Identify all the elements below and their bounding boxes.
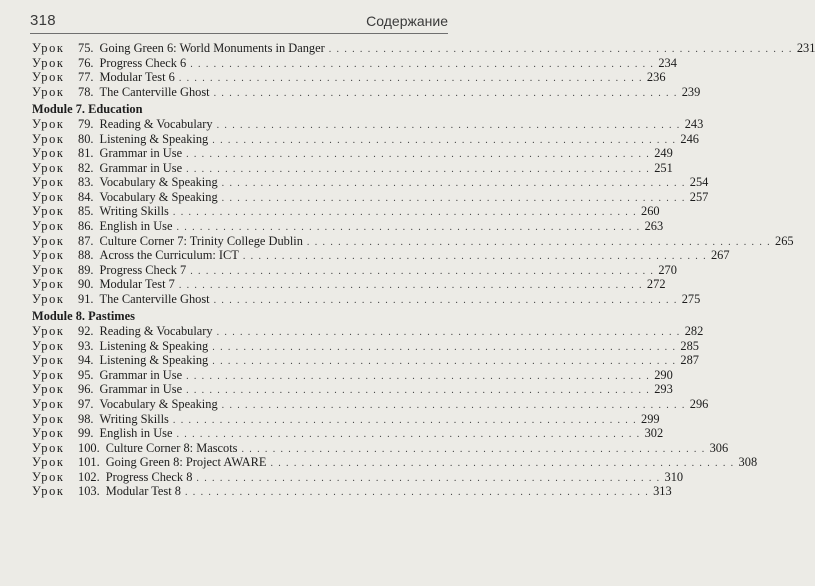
lesson-title: Culture Corner 8: Mascots [105, 440, 238, 455]
page-ref: 267 [710, 248, 730, 263]
lesson-number: 76. [78, 55, 94, 70]
lesson-number: 83. [78, 175, 94, 190]
page-ref: 265 [775, 233, 794, 248]
lesson-prefix: Урок [32, 324, 65, 339]
section-title: Содержание [366, 13, 448, 29]
dot-leader: . . . . . . . . . . . . . . . . . . . . . . . . . . . . . . . . . . . . . . . . . . . . . . . . . . . . . . . . . . . . [186, 163, 651, 175]
dot-leader: . . . . . . . . . . . . . . . . . . . . . . . . . . . . . . . . . . . . . . . . . . . . . . . . . . . . . . . . . . . . [216, 120, 681, 132]
dot-leader: . . . . . . . . . . . . . . . . . . . . . . . . . . . . . . . . . . . . . . . . . . . . . . . . . . . . . . . . . . . . [270, 458, 735, 470]
lesson-number: 75. [78, 41, 94, 55]
lesson-number: 91. [78, 291, 94, 306]
toc-entry [32, 338, 699, 354]
lesson-title: Reading & Vocabulary [99, 117, 213, 132]
toc-entry [32, 382, 673, 397]
lesson-prefix: Урок [32, 411, 65, 426]
page-ref: 249 [654, 146, 673, 161]
lesson-number: 101. [78, 455, 100, 470]
lesson-title: Progress Check 8 [105, 469, 193, 484]
dot-leader: . . . . . . . . . . . . . . . . . . . . . . . . . . . . . . . . . . . . . . . . . . . . . . . . . . . . . . . . . . . . [216, 327, 681, 339]
lesson-title: Progress Check 7 [99, 262, 187, 277]
toc-entry [32, 117, 704, 132]
toc-entry [32, 84, 701, 100]
lesson-title: Going Green 8: Project AWARE [105, 455, 267, 470]
toc-entry [32, 277, 666, 292]
lesson-number: 93. [78, 338, 94, 353]
lesson-prefix: Урок [32, 248, 65, 263]
lesson-prefix: Урок [32, 189, 65, 204]
page-number: 318 [30, 12, 56, 29]
dot-leader: . . . . . . . . . . . . . . . . . . . . . . . . . . . . . . . . . . . . . . . . . . . . . . . . . . . . . . . . . . . . [178, 280, 643, 292]
lesson-title: Listening & Speaking [99, 338, 209, 353]
lesson-number: 95. [78, 367, 94, 382]
lesson-number: 90. [78, 277, 94, 292]
lesson-number: 103. [78, 484, 100, 499]
dot-leader: . . . . . . . . . . . . . . . . . . . . . . . . . . . . . . . . . . . . . . . . . . . . . . . . . . . . . . . . . . . . [213, 87, 678, 99]
dot-leader: . . . . . . . . . . . . . . . . . . . . . . . . . . . . . . . . . . . . . . . . . . . . . . . . . . . . . . . . . . . . [186, 370, 651, 382]
lesson-prefix: Урок [32, 426, 65, 441]
lesson-title: Writing Skills [99, 411, 169, 426]
toc-entry [32, 55, 677, 71]
page-ref: 287 [680, 353, 699, 368]
dot-leader: . . . . . . . . . . . . . . . . . . . . . . . . . . . . . . . . . . . . . . . . . . . . . . . . . . . . . . . . . . . . [212, 341, 677, 353]
toc-entry [32, 41, 815, 56]
table-of-contents [32, 41, 815, 499]
lesson-prefix: Урок [32, 262, 65, 277]
lesson-title: Vocabulary & Speaking [99, 189, 218, 204]
lesson-prefix: Урок [32, 382, 65, 397]
dot-leader: . . . . . . . . . . . . . . . . . . . . . . . . . . . . . . . . . . . . . . . . . . . . . . . . . . . . . . . . . . . . [190, 58, 655, 70]
toc-entry [32, 397, 709, 412]
toc-entry [32, 367, 673, 383]
lesson-title: Grammar in Use [99, 160, 183, 175]
module-heading: Module 8. Pastimes [32, 309, 135, 324]
lesson-prefix: Урок [32, 440, 65, 455]
lesson-title: Modular Test 8 [105, 484, 181, 499]
page-ref: 260 [641, 204, 660, 219]
page-ref: 251 [654, 160, 673, 175]
lesson-prefix: Урок [32, 367, 65, 382]
toc-entry [32, 484, 672, 499]
lesson-title: Progress Check 6 [99, 55, 187, 70]
dot-leader: . . . . . . . . . . . . . . . . . . . . . . . . . . . . . . . . . . . . . . . . . . . . . . . . . . . . . . . . . . . . [221, 178, 686, 190]
lesson-title: Going Green 6: World Monuments in Danger [99, 41, 325, 55]
dot-leader: . . . . . . . . . . . . . . . . . . . . . . . . . . . . . . . . . . . . . . . . . . . . . . . . . . . . . . . . . . . . [176, 429, 641, 441]
page-ref: 270 [658, 262, 677, 277]
dot-leader: . . . . . . . . . . . . . . . . . . . . . . . . . . . . . . . . . . . . . . . . . . . . . . . . . . . . . . . . . . . . [221, 400, 686, 412]
lesson-title: English in Use [99, 219, 173, 234]
dot-leader: . . . . . . . . . . . . . . . . . . . . . . . . . . . . . . . . . . . . . . . . . . . . . . . . . . . . . . . . . . . . [212, 134, 677, 146]
lesson-prefix: Урок [32, 397, 65, 412]
page-ref: 275 [681, 291, 701, 306]
lesson-prefix: Урок [32, 84, 65, 99]
lesson-number: 80. [78, 131, 94, 146]
toc-entry [32, 204, 660, 219]
page-ref: 310 [664, 469, 684, 484]
page-ref: 236 [646, 70, 666, 85]
lesson-number: 86. [78, 219, 94, 234]
toc-entry [32, 146, 673, 161]
dot-leader: . . . . . . . . . . . . . . . . . . . . . . . . . . . . . . . . . . . . . . . . . . . . . . . . . . . . . . . . . . . . [172, 207, 637, 219]
lesson-prefix: Урок [32, 338, 65, 353]
toc-entry [32, 189, 709, 205]
lesson-prefix: Урок [32, 277, 65, 292]
toc-entry [32, 70, 666, 85]
page-ref: 308 [738, 455, 758, 470]
lesson-title: Grammar in Use [99, 367, 183, 382]
lesson-prefix: Урок [32, 175, 65, 190]
lesson-number: 97. [78, 397, 94, 412]
page-ref: 231 [796, 41, 815, 55]
dot-leader: . . . . . . . . . . . . . . . . . . . . . . . . . . . . . . . . . . . . . . . . . . . . . . . . . . . . . . . . . . . . [242, 251, 707, 263]
lesson-number: 98. [78, 411, 94, 426]
page-ref: 254 [689, 175, 709, 190]
lesson-prefix: Урок [32, 146, 65, 161]
lesson-number: 84. [78, 189, 94, 204]
lesson-title: Listening & Speaking [99, 353, 209, 368]
toc-entry [32, 426, 664, 441]
lesson-prefix: Урок [32, 353, 65, 368]
lesson-prefix: Урок [32, 131, 65, 146]
lesson-number: 100. [78, 440, 100, 455]
toc-entry [32, 455, 758, 470]
toc-entry [32, 233, 794, 249]
page-ref: 239 [681, 84, 701, 99]
dot-leader: . . . . . . . . . . . . . . . . . . . . . . . . . . . . . . . . . . . . . . . . . . . . . . . . . . . . . . . . . . . . [306, 236, 772, 248]
lesson-title: Grammar in Use [99, 146, 183, 161]
lesson-number: 79. [78, 117, 94, 132]
lesson-title: The Canterville Ghost [99, 291, 210, 306]
dot-leader: . . . . . . . . . . . . . . . . . . . . . . . . . . . . . . . . . . . . . . . . . . . . . . . . . . . . . . . . . . . . [328, 44, 793, 55]
dot-leader: . . . . . . . . . . . . . . . . . . . . . . . . . . . . . . . . . . . . . . . . . . . . . . . . . . . . . . . . . . . . [186, 149, 651, 161]
lesson-prefix: Урок [32, 70, 65, 85]
page-ref: 290 [654, 367, 673, 382]
lesson-title: Across the Curriculum: ICT [99, 248, 239, 263]
dot-leader: . . . . . . . . . . . . . . . . . . . . . . . . . . . . . . . . . . . . . . . . . . . . . . . . . . . . . . . . . . . . [190, 265, 655, 277]
page-ref: 293 [654, 382, 673, 397]
lesson-prefix: Урок [32, 204, 65, 219]
toc-entry [32, 160, 673, 176]
lesson-prefix: Урок [32, 291, 65, 306]
module-heading: Module 7. Education [32, 102, 143, 117]
toc-entry [32, 219, 664, 234]
toc-entry [32, 291, 701, 307]
lesson-title: The Canterville Ghost [99, 84, 210, 99]
toc-entry [32, 469, 684, 485]
lesson-prefix: Урок [32, 219, 65, 234]
page-ref: 263 [644, 219, 664, 234]
dot-leader: . . . . . . . . . . . . . . . . . . . . . . . . . . . . . . . . . . . . . . . . . . . . . . . . . . . . . . . . . . . . [172, 414, 637, 426]
lesson-number: 96. [78, 382, 94, 397]
dot-leader: . . . . . . . . . . . . . . . . . . . . . . . . . . . . . . . . . . . . . . . . . . . . . . . . . . . . . . . . . . . . [178, 73, 643, 85]
page-ref: 285 [680, 338, 699, 353]
lesson-number: 85. [78, 204, 94, 219]
page-header [30, 12, 448, 34]
lesson-prefix: Урок [32, 160, 65, 175]
page-ref: 246 [680, 131, 699, 146]
lesson-title: Reading & Vocabulary [99, 324, 213, 339]
page-ref: 257 [689, 189, 709, 204]
lesson-number: 94. [78, 353, 94, 368]
dot-leader: . . . . . . . . . . . . . . . . . . . . . . . . . . . . . . . . . . . . . . . . . . . . . . . . . . . . . . . . . . . . [221, 192, 686, 204]
toc-entry [32, 353, 699, 368]
lesson-number: 87. [78, 233, 94, 248]
lesson-title: Vocabulary & Speaking [99, 397, 218, 412]
page-ref: 296 [689, 397, 709, 412]
lesson-title: Modular Test 6 [99, 70, 175, 85]
lesson-title: Listening & Speaking [99, 131, 209, 146]
lesson-prefix: Урок [32, 117, 65, 132]
toc-entry [32, 411, 660, 427]
lesson-number: 78. [78, 84, 94, 99]
lesson-number: 92. [78, 324, 94, 339]
lesson-number: 77. [78, 70, 94, 85]
lesson-title: English in Use [99, 426, 173, 441]
lesson-prefix: Урок [32, 455, 65, 470]
page-ref: 234 [658, 55, 677, 70]
page-ref: 302 [644, 426, 664, 441]
lesson-prefix: Урок [32, 484, 65, 499]
toc-entry [32, 262, 677, 278]
dot-leader: . . . . . . . . . . . . . . . . . . . . . . . . . . . . . . . . . . . . . . . . . . . . . . . . . . . . . . . . . . . . [186, 385, 651, 397]
dot-leader: . . . . . . . . . . . . . . . . . . . . . . . . . . . . . . . . . . . . . . . . . . . . . . . . . . . . . . . . . . . . [241, 443, 706, 455]
dot-leader: . . . . . . . . . . . . . . . . . . . . . . . . . . . . . . . . . . . . . . . . . . . . . . . . . . . . . . . . . . . . [212, 356, 677, 368]
lesson-title: Vocabulary & Speaking [99, 175, 218, 190]
lesson-number: 88. [78, 248, 94, 263]
lesson-title: Grammar in Use [99, 382, 183, 397]
page-ref: 282 [684, 324, 704, 339]
lesson-title: Writing Skills [99, 204, 169, 219]
page-ref: 243 [684, 117, 704, 132]
lesson-title: Modular Test 7 [99, 277, 175, 292]
dot-leader: . . . . . . . . . . . . . . . . . . . . . . . . . . . . . . . . . . . . . . . . . . . . . . . . . . . . . . . . . . . . [213, 294, 678, 306]
lesson-number: 82. [78, 160, 94, 175]
lesson-prefix: Урок [32, 233, 65, 248]
page-ref: 306 [709, 440, 729, 455]
lesson-number: 81. [78, 146, 94, 161]
dot-leader: . . . . . . . . . . . . . . . . . . . . . . . . . . . . . . . . . . . . . . . . . . . . . . . . . . . . . . . . . . . . [185, 487, 650, 499]
dot-leader: . . . . . . . . . . . . . . . . . . . . . . . . . . . . . . . . . . . . . . . . . . . . . . . . . . . . . . . . . . . . [196, 472, 661, 484]
page-ref: 272 [646, 277, 666, 292]
toc-entry [32, 175, 709, 190]
lesson-prefix: Урок [32, 41, 65, 55]
dot-leader: . . . . . . . . . . . . . . . . . . . . . . . . . . . . . . . . . . . . . . . . . . . . . . . . . . . . . . . . . . . . [176, 222, 641, 234]
lesson-prefix: Урок [32, 469, 65, 484]
page-ref: 313 [653, 484, 672, 499]
toc-entry [32, 324, 704, 339]
toc-entry [32, 440, 729, 456]
lesson-prefix: Урок [32, 55, 65, 70]
lesson-number: 102. [78, 469, 100, 484]
lesson-title: Culture Corner 7: Trinity College Dublin [99, 233, 303, 248]
lesson-number: 89. [78, 262, 94, 277]
page-ref: 299 [641, 411, 660, 426]
toc-entry [32, 131, 699, 147]
toc-entry [32, 248, 730, 263]
lesson-number: 99. [78, 426, 94, 441]
